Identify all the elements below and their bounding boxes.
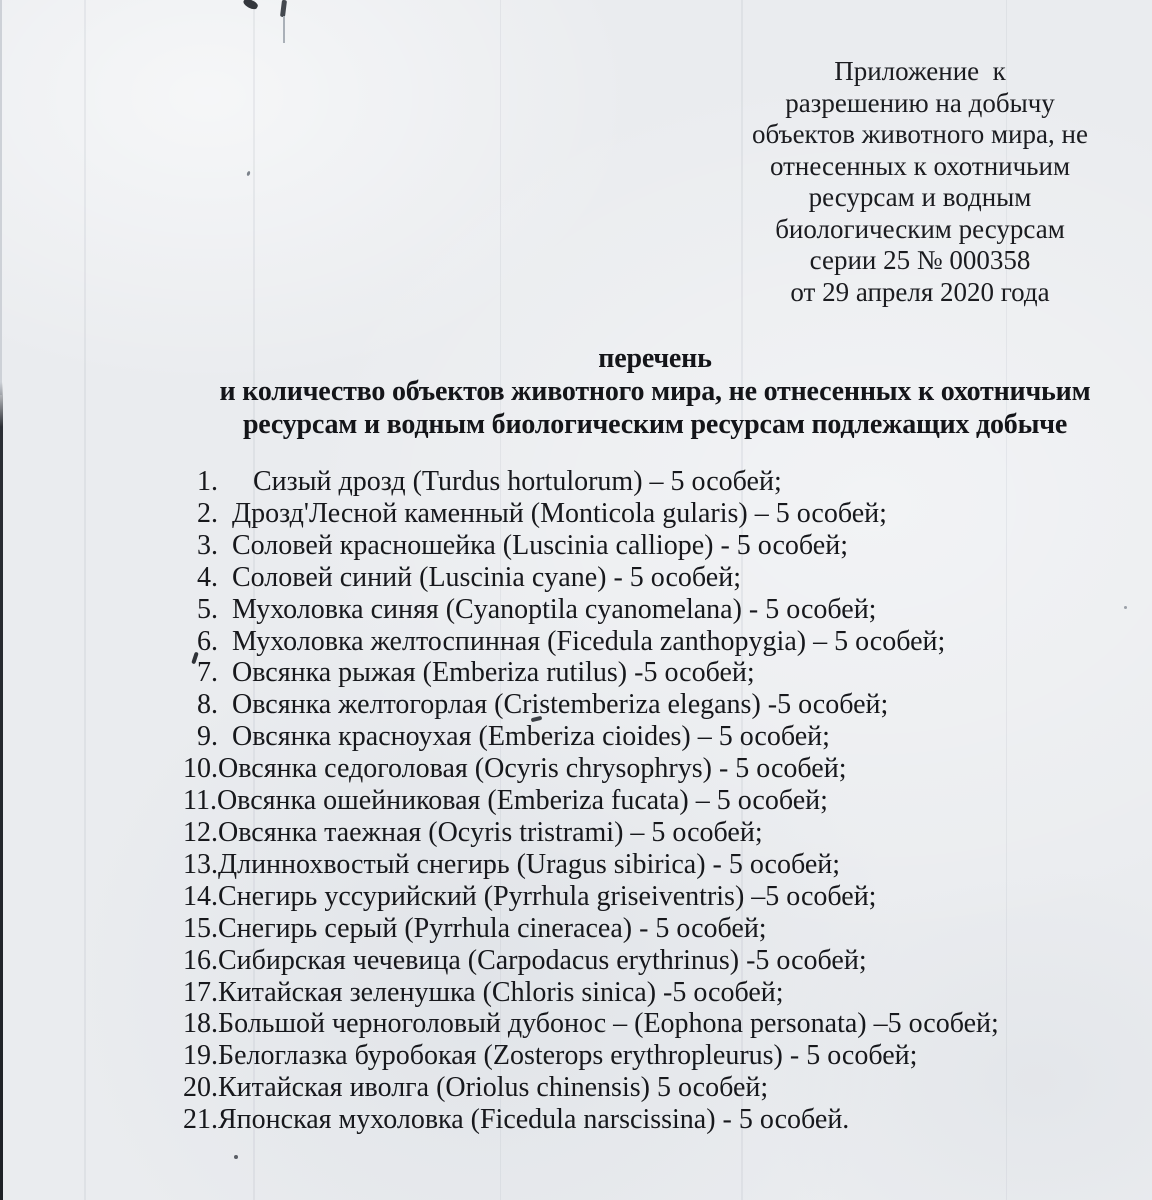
species-item-14: 14.Снегирь уссурийский (Pyrrhula griseiventris) –5 особей; — [183, 880, 877, 912]
species-item-11: 11.Овсянка ошейниковая (Emberiza fucata) – 5 особей; — [183, 785, 828, 817]
scan-artifact-dash — [280, 0, 287, 17]
species-item-10: 10.Овсянка седоголовая (Ocyris chrysophrys) - 5 особей; — [183, 753, 847, 785]
species-item-13: 13.Длиннохвостый снегирь (Uragus sibirica) - 5 особей; — [183, 848, 841, 880]
species-item-6: 6. Мухоловка желтоспинная (Ficedula zanthopygia) – 5 особей; — [183, 625, 946, 657]
species-item-15: 15.Снегирь серый (Pyrrhula cineracea) - 5 особей; — [183, 912, 767, 944]
document-title — [150, 342, 1152, 441]
scan-artifact-dash-tail — [283, 16, 285, 43]
species-item-20: 20.Китайская иволга (Oriolus chinensis) 5 особей; — [183, 1072, 769, 1104]
scan-artifact-speck — [1124, 606, 1127, 609]
species-item-2: 2. Дрозд'Лесной каменный (Monticola gularis) – 5 особей; — [183, 497, 887, 529]
species-item-18: 18.Большой черноголовый дубонос – (Eophona personata) –5 особей; — [183, 1008, 999, 1040]
permit-reference-line: разрешению на добычу — [785, 87, 1055, 118]
scan-artifact-speck — [234, 1155, 238, 1159]
species-item-7: 7. Овсянка рыжая (Emberiza rutilus) -5 особей; — [183, 657, 755, 689]
species-item-1: 1. Сизый дрозд (Turdus hortulorum) – 5 особей; — [183, 466, 782, 497]
species-item-21: 21.Японская мухоловка (Ficedula narscissina) - 5 особей. — [183, 1104, 850, 1136]
scan-edge-left-faint — [0, 0, 2, 395]
species-item-16: 16.Сибирская чечевица (Carpodacus erythrinus) -5 особей; — [183, 944, 867, 976]
permit-reference-line: Приложение к — [834, 56, 1006, 86]
species-item-8: 8. Овсянка желтогорлая (Cristemberiza elegans) -5 особей; — [183, 689, 889, 721]
scan-artifact-tick — [242, 0, 259, 11]
scan-artifact-speck — [246, 171, 251, 177]
scan-edge-left-dark — [0, 382, 3, 1200]
permit-reference-block — [690, 56, 1150, 308]
permit-reference-line: объектов животного мира, не — [752, 119, 1088, 149]
permit-reference-line: ресурсам и водным — [808, 182, 1032, 212]
title-line-2: и количество объектов животного мира, не отнесенных к охотничьим — [219, 376, 1091, 407]
species-item-3: 3. Соловей красношейка (Luscinia calliope) - 5 особей; — [183, 529, 848, 561]
species-item-12: 12.Овсянка таежная (Ocyris tristrami) – 5 особей; — [183, 816, 763, 848]
title-line-3: ресурсам и водным биологическим ресурсам подлежащих добыче — [242, 409, 1068, 440]
species-item-17: 17.Китайская зеленушка (Chloris sinica) -5 особей; — [183, 976, 784, 1008]
species-item-5: 5. Мухоловка синяя (Cyanoptila cyanomelana) - 5 особей; — [183, 593, 877, 625]
permit-reference-line: биологическим ресурсам — [775, 213, 1065, 244]
scan-streak — [84, 0, 86, 1200]
title-word-perechen: перечень — [598, 343, 712, 374]
species-item-19: 19.Белоглазка буробокая (Zosterops erythropleurus) - 5 особей; — [183, 1040, 918, 1072]
permit-date-line: от 29 апреля 2020 года — [790, 276, 1050, 307]
species-list — [183, 466, 1113, 1136]
species-item-9: 9. Овсянка красноухая (Emberiza cioides) – 5 особей; — [183, 721, 830, 753]
permit-reference-line: отнесенных к охотничьим — [769, 150, 1071, 181]
permit-series-number-line: серии 25 № 000358 — [809, 245, 1031, 275]
species-item-4: 4. Соловей синий (Luscinia cyane) - 5 особей; — [183, 561, 741, 593]
